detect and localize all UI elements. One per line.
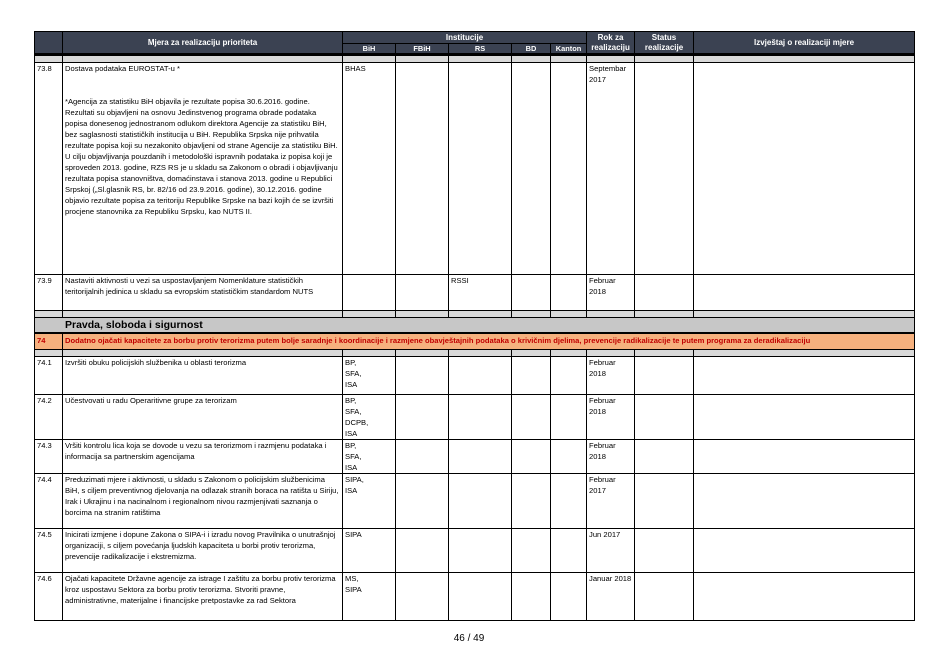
row-deadline: Februar 2018 — [587, 356, 635, 394]
institution-entry: BP, — [345, 440, 357, 450]
institution-fbih — [396, 528, 449, 572]
spacer-row — [35, 55, 915, 63]
row-status — [635, 473, 694, 528]
row-measure: Vršiti kontrolu lica koja se dovode u vezu sa terorizmom i razmjenu podataka i informacija sa partnerskim agencijama — [63, 439, 343, 473]
header-institutions: Institucije — [343, 32, 587, 44]
institution-entry: SFA, — [345, 406, 362, 416]
institution-bd — [512, 528, 551, 572]
header-report: Izvještaj o realizaciji mjere — [694, 32, 915, 55]
institution-rs — [449, 439, 512, 473]
row-deadline: Februar 2018 — [587, 439, 635, 473]
header-rs: RS — [449, 44, 512, 55]
table-row — [35, 394, 915, 439]
row-measure: Ojačati kapacitete Državne agencije za istrage I zaštitu za borbu protiv terorizma kroz uspostavu Sektora za borbu protiv terorizma. Stvoriti pravne, administrativne, materijalne i financijske pretpostavke za rad Sektora — [63, 572, 343, 620]
spacer-row — [35, 349, 915, 356]
institution-bd — [512, 394, 551, 439]
institution-fbih — [396, 356, 449, 394]
institution-fbih — [396, 63, 449, 275]
row-status — [635, 394, 694, 439]
measure-note: *Agencija za statistiku BiH objavila je rezultate popisa 30.6.2016. godine. Rezultati su objavljeni na osnovu Jedinstvenog programa obrade podataka popisa donesenog jednostranom odlukom direktora Agencije za statistiku BiH, bez saglasnosti statističkih institucija u BiH. Republika Srpska nije prihvatila rezultate popisa koji su nezakonito objavljeni od strane Agencije za statistiku BiH. U cilju objavljivanja pouzdanih i metodološki ispravnih podataka iz popisa koji je sproveden 2013. godine, RZS RS je u skladu sa Zakonom o obradi i objavljivanju rezultata popisa stanovništva, domaćinstava i stanova 2013. godine u Republici Srpskoj („Sl.glasnik RS, br. 82/16 od 23.9.2016. godine), 30.12.2016. godine objavio rezultate popisa za teritoriju Republike Srpske na bazi kojih će se izvršiti procjene stanovnika za Republiku Srpsku, kao NUTS II. — [65, 97, 338, 216]
row-report — [694, 356, 915, 394]
institution-kanton — [551, 356, 587, 394]
row-status — [635, 528, 694, 572]
row-report — [694, 473, 915, 528]
institution-rs — [449, 394, 512, 439]
institution-fbih — [396, 473, 449, 528]
row-status — [635, 275, 694, 311]
institution-bd — [512, 439, 551, 473]
institution-fbih — [396, 439, 449, 473]
measures-table — [34, 31, 915, 621]
row-deadline: Septembar 2017 — [587, 63, 635, 275]
institution-rs — [449, 473, 512, 528]
table-row — [35, 572, 915, 620]
institution-rs — [449, 356, 512, 394]
row-status — [635, 439, 694, 473]
priority-number: 74 — [35, 333, 63, 349]
institution-bd — [512, 473, 551, 528]
table-row — [35, 439, 915, 473]
row-number: 74.6 — [35, 572, 63, 620]
institution-entry: SIPA — [345, 529, 362, 539]
institution-entry: ISA — [345, 462, 358, 472]
row-deadline: Februar 2018 — [587, 275, 635, 311]
table-row — [35, 356, 915, 394]
institution-fbih — [396, 275, 449, 311]
row-deadline: Februar 2018 — [587, 394, 635, 439]
institution-entry: SFA, — [345, 451, 362, 461]
institution-entry: BHAS — [345, 64, 366, 73]
institution-bih — [343, 439, 396, 473]
measure-text: Nastaviti aktivnosti u vezi sa uspostavljanjem Nomenklature statističkih teritorijalnih jedinica u skladu sa evropskim statističkim standardom NUTS — [65, 276, 314, 296]
row-number: 74.5 — [35, 528, 63, 572]
institution-kanton — [551, 439, 587, 473]
institution-kanton — [551, 473, 587, 528]
row-measure: Učestvovati u radu Operaritivne grupe za terorizam — [63, 394, 343, 439]
header-deadline: Rok za realizaciju — [587, 32, 635, 55]
table-row — [35, 63, 915, 275]
row-report — [694, 63, 915, 275]
row-deadline: Februar 2017 — [587, 473, 635, 528]
section-row — [35, 318, 915, 334]
priority-text: Dodatno ojačati kapacitete za borbu protiv terorizma putem bolje saradnje i koordinacije i razmjene obavještajnih podataka o krivičnim djelima, prevencije radikalizacije te putem programa za deradikalizaciju — [63, 333, 915, 349]
institution-entry: MS, — [345, 573, 359, 583]
institution-bih — [343, 394, 396, 439]
header-status: Status realizacije — [635, 32, 694, 55]
row-report — [694, 394, 915, 439]
row-measure: Izvršiti obuku policijskih službenika u oblasti terorizma — [63, 356, 343, 394]
institution-bih — [343, 528, 396, 572]
row-number: 74.1 — [35, 356, 63, 394]
row-number: 73.8 — [35, 63, 63, 275]
institution-bih — [343, 275, 396, 311]
row-number: 73.9 — [35, 275, 63, 311]
institution-bd — [512, 572, 551, 620]
institution-entry: ISA — [345, 485, 358, 495]
institution-kanton — [551, 63, 587, 275]
row-measure — [63, 275, 343, 311]
institution-entry: DCPB, — [345, 417, 369, 427]
row-report — [694, 528, 915, 572]
header-kanton: Kanton — [551, 44, 587, 55]
institution-kanton — [551, 572, 587, 620]
row-measure: Inicirati izmjene i dopune Zakona o SIPA-i i izradu novog Pravilnika o unutrašnjoj organizaciji, s ciljem povećanja ljudskih kapaciteta u borbi protiv terorizma, prevencije radikalizacije i ekstremizma. — [63, 528, 343, 572]
measure-text: Dostava podataka EUROSTAT-u * — [65, 64, 180, 73]
row-deadline: Januar 2018 — [587, 572, 635, 620]
row-status — [635, 356, 694, 394]
institution-rs — [449, 528, 512, 572]
table-row — [35, 473, 915, 528]
row-measure — [63, 63, 343, 275]
institution-rs — [449, 63, 512, 275]
institution-entry: SIPA — [345, 584, 362, 594]
institution-rs — [449, 572, 512, 620]
header-number-cell — [35, 32, 63, 55]
institution-fbih — [396, 394, 449, 439]
institution-bih — [343, 572, 396, 620]
institution-bih — [343, 356, 396, 394]
row-number: 74.4 — [35, 473, 63, 528]
institution-entry: ISA — [345, 428, 358, 438]
row-report — [694, 572, 915, 620]
institution-entry: RSSI — [451, 276, 469, 285]
row-number: 74.3 — [35, 439, 63, 473]
institution-entry: ISA — [345, 379, 358, 389]
institution-rs — [449, 275, 512, 311]
page-number: 46 / 49 — [453, 633, 485, 644]
table-row — [35, 275, 915, 311]
institution-kanton — [551, 394, 587, 439]
row-status — [635, 63, 694, 275]
institution-bih — [343, 473, 396, 528]
institution-bd — [512, 63, 551, 275]
row-report — [694, 275, 915, 311]
header-fbih: FBiH — [396, 44, 449, 55]
row-deadline: Jun 2017 — [587, 528, 635, 572]
institution-entry: BP, — [345, 357, 357, 367]
row-status — [635, 572, 694, 620]
header-measure: Mjera za realizaciju prioriteta — [63, 32, 343, 55]
institution-bih — [343, 63, 396, 275]
spacer-row — [35, 311, 915, 318]
table-row — [35, 528, 915, 572]
institution-kanton — [551, 275, 587, 311]
institution-kanton — [551, 528, 587, 572]
row-report — [694, 439, 915, 473]
institution-entry: BP, — [345, 395, 357, 405]
row-measure: Preduzimati mjere i aktivnosti, u skladu s Zakonom o policijskim službenicima BiH, s ciljem preventivnog djelovanja na odlazak stranih boraca na ratišta u Siriju, Irak i Ukrajinu i na nacinalnom i regionalnom nivou razmjenjivati saznanja o borcima na stranim ratištima — [63, 473, 343, 528]
header-bih: BiH — [343, 44, 396, 55]
priority-row — [35, 333, 915, 349]
row-number: 74.2 — [35, 394, 63, 439]
section-title: Pravda, sloboda i sigurnost — [35, 318, 915, 334]
institution-entry: SFA, — [345, 368, 362, 378]
header-bd: BD — [512, 44, 551, 55]
table-header-row — [35, 32, 915, 44]
institution-bd — [512, 356, 551, 394]
institution-bd — [512, 275, 551, 311]
institution-fbih — [396, 572, 449, 620]
institution-entry: SIPA, — [345, 474, 364, 484]
